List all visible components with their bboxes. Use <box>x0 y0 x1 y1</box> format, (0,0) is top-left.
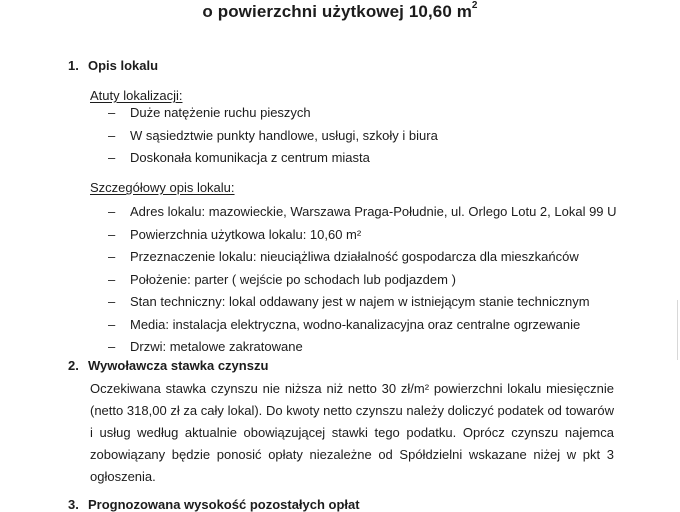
list-item: – Powierzchnia użytkowa lokalu: 10,60 m² <box>108 226 362 242</box>
section-2-title: Wywoławcza stawka czynszu <box>88 358 269 373</box>
opis-label: Szczegółowy opis lokalu: <box>90 180 235 195</box>
bullet-dash: – <box>108 226 116 242</box>
list-item: – Drzwi: metalowe zakratowane <box>108 339 303 354</box>
scan-margin-mark <box>677 300 678 360</box>
list-item: – Przeznaczenie lokalu: nieuciążliwa działalność gospodarcza dla mieszkańców <box>108 249 579 264</box>
paragraph-line: i usług według aktualnie obowiązującej stawki tego podatku. Oprócz czynszu najemca <box>90 425 614 440</box>
section-2-paragraph <box>90 378 614 488</box>
paragraph-line: zobowiązany będzie ponosić opłaty niezależne od Spółdzielni wskazane niżej w pkt 3 <box>90 447 614 462</box>
bullet-dash: – <box>108 150 116 165</box>
list-item: – Położenie: parter ( wejście po schodach lub podjazdem ) <box>108 271 456 287</box>
section-2-heading <box>68 358 268 373</box>
atuty-label: Atuty lokalizacji: <box>90 88 183 103</box>
list-item: – Duże natężenie ruchu pieszych <box>108 105 311 120</box>
opis-list <box>108 203 617 361</box>
title-text: o powierzchni użytkowej 10,60 m <box>202 2 472 21</box>
list-item: – Adres lokalu: mazowieckie, Warszawa Praga-Południe, ul. Orlego Lotu 2, Lokal 99 U <box>108 204 617 219</box>
list-item: – Media: instalacja elektryczna, wodno-kanalizacyjna oraz centralne ogrzewanie <box>108 316 581 332</box>
bullet-dash: – <box>108 339 116 354</box>
bullet-dash: – <box>108 294 116 309</box>
title-superscript: 2 <box>471 0 478 11</box>
section-1-number: 1. <box>68 58 79 73</box>
paragraph-line: (netto 318,00 zł za cały lokal). Do kwoty netto czynszu należy doliczyć podatek od towarów <box>90 403 614 418</box>
section-2-number: 2. <box>68 358 79 373</box>
section-1-heading <box>68 58 158 73</box>
paragraph-line: Oczekiwana stawka czynszu nie niższa niż netto 30 zł/m² powierzchni lokalu miesięcznie <box>90 381 614 396</box>
list-item: – Doskonała komunikacja z centrum miasta <box>108 150 370 165</box>
bullet-dash: – <box>108 204 116 219</box>
list-item: – W sąsiedztwie punkty handlowe, usługi, szkoły i biura <box>108 127 438 143</box>
section-1-title: Opis lokalu <box>88 58 159 73</box>
document-title <box>0 2 680 22</box>
bullet-dash: – <box>108 127 116 143</box>
bullet-dash: – <box>108 105 116 120</box>
bullet-dash: – <box>108 271 116 287</box>
list-item: – Stan techniczny: lokal oddawany jest w najem w istniejącym stanie technicznym <box>108 294 590 309</box>
atuty-list <box>108 104 438 172</box>
section-3-title: Prognozowana wysokość pozostałych opłat <box>88 497 360 512</box>
paragraph-line: ogłoszenia. <box>90 469 156 484</box>
section-3-number: 3. <box>68 497 79 512</box>
bullet-dash: – <box>108 316 116 332</box>
bullet-dash: – <box>108 249 116 264</box>
